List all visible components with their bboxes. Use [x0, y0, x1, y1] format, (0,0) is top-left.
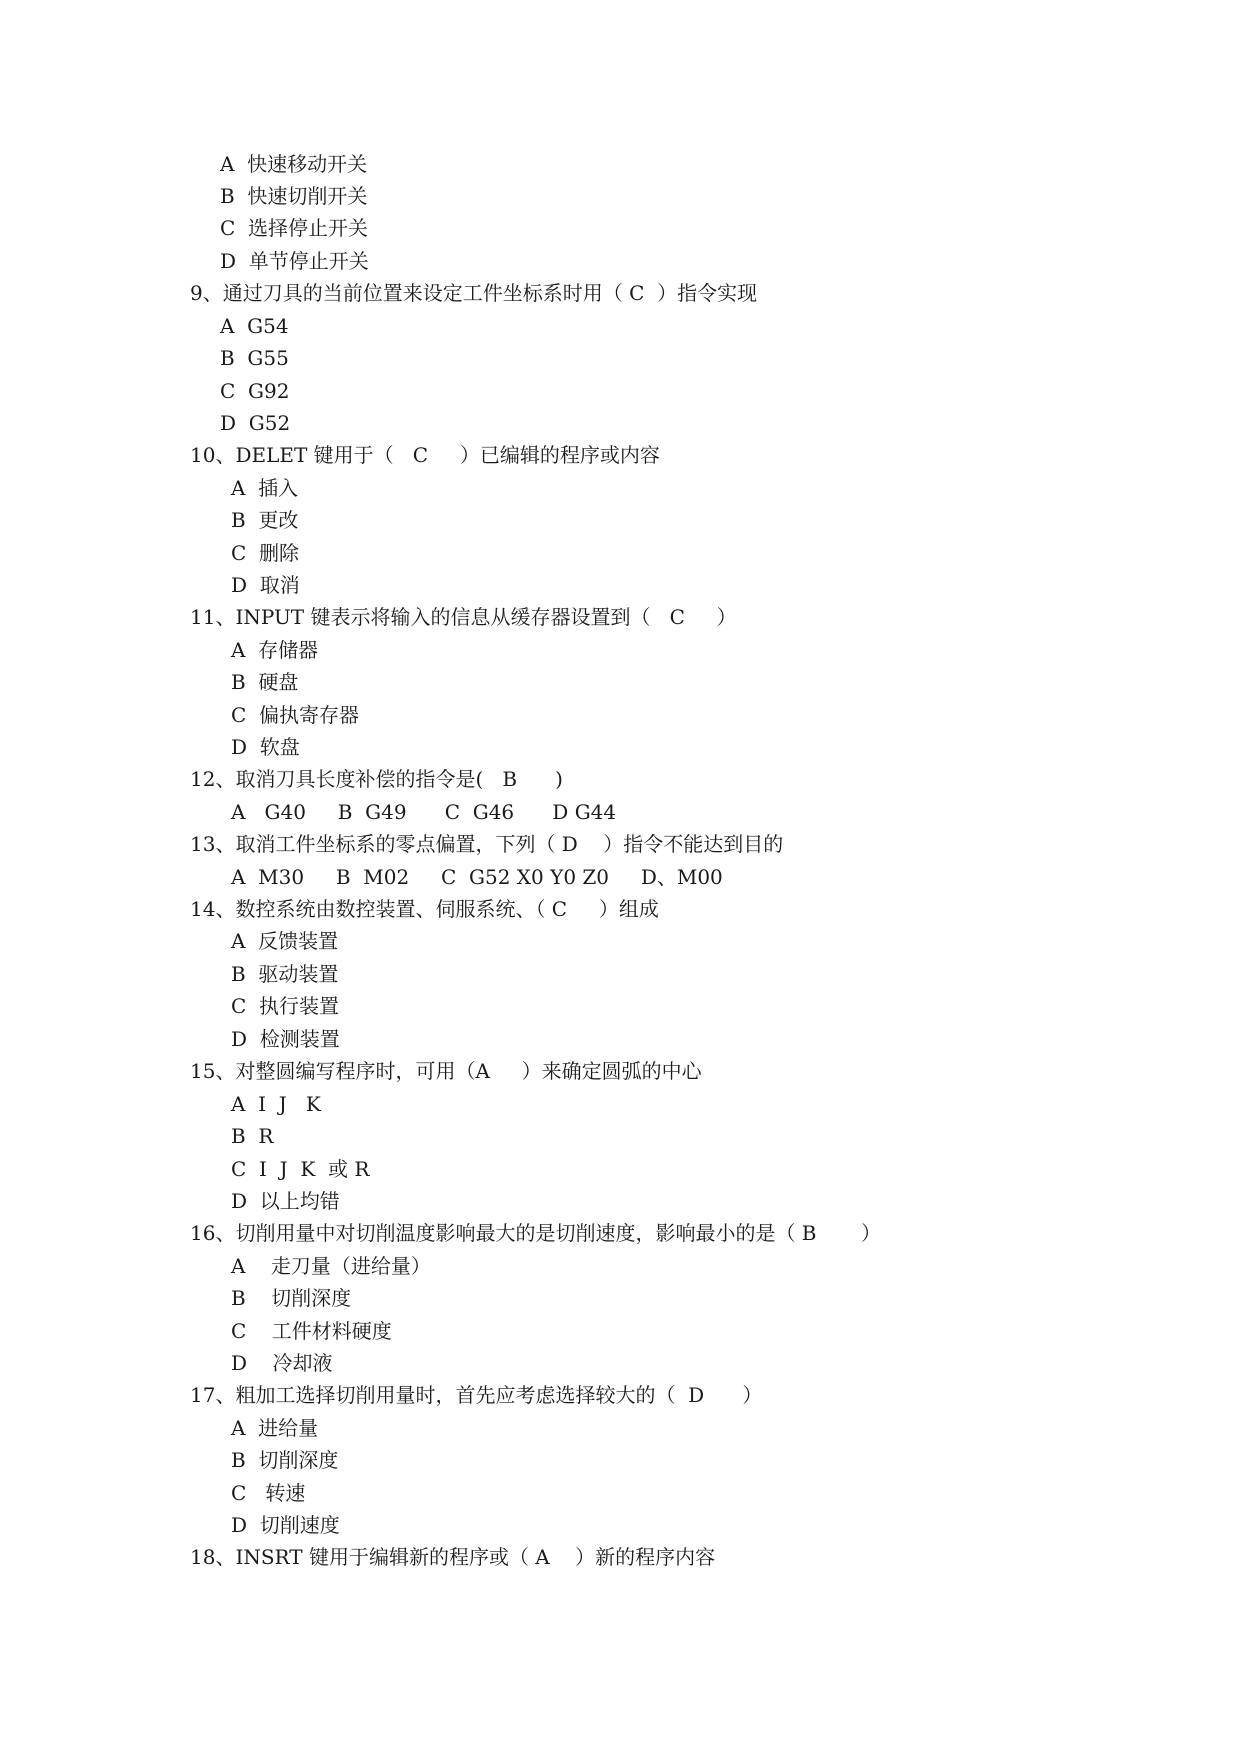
option-line: D 以上均错: [231, 1189, 340, 1213]
option-line: A I J K: [231, 1092, 321, 1116]
option-line: C G92: [220, 379, 290, 403]
question-line: 13、取消工件坐标系的零点偏置，下列（ D ）指令不能达到目的: [190, 832, 784, 856]
option-line: D 冷却液: [231, 1351, 333, 1375]
option-line: B G55: [220, 346, 289, 370]
option-line: A G54: [220, 314, 289, 338]
option-line: B R: [231, 1124, 274, 1148]
option-line: C I J K 或 R: [231, 1157, 370, 1181]
option-line: C 删除: [231, 541, 300, 565]
option-line: D G52: [220, 411, 291, 435]
question-line: 18、INSRT 键用于编辑新的程序或（ A ）新的程序内容: [190, 1545, 716, 1569]
option-line: C 偏执寄存器: [231, 703, 360, 727]
option-line: B 切削深度: [231, 1448, 339, 1472]
option-line: D 单节停止开关: [220, 249, 369, 273]
option-line: C 执行装置: [231, 994, 340, 1018]
question-line: 17、粗加工选择切削用量时，首先应考虑选择较大的（ D ）: [190, 1383, 763, 1407]
option-line: C 选择停止开关: [220, 216, 369, 240]
option-line: A 插入: [231, 476, 299, 500]
question-line: 14、数控系统由数控装置、伺服系统、（ C ）组成: [190, 897, 659, 921]
question-line: 15、对整圆编写程序时，可用（A ）来确定圆弧的中心: [190, 1059, 702, 1083]
option-line: A 存储器: [231, 638, 319, 662]
option-line: A 进给量: [231, 1416, 319, 1440]
option-line: C 转速: [231, 1481, 306, 1505]
option-line: D 切削速度: [231, 1513, 340, 1537]
option-line: D 软盘: [231, 735, 300, 759]
question-line: 10、DELET 键用于（ C ）已编辑的程序或内容: [190, 443, 660, 467]
option-line: C 工件材料硬度: [231, 1319, 392, 1343]
option-line: D 检测装置: [231, 1027, 340, 1051]
option-line: A M30 B M02 C G52 X0 Y0 Z0 D、M00: [231, 865, 723, 889]
question-line: 16、切削用量中对切削温度影响最大的是切削速度，影响最小的是（ B ）: [190, 1221, 882, 1245]
option-line: B 快速切削开关: [220, 184, 368, 208]
option-line: A G40 B G49 C G46 D G44: [231, 800, 617, 824]
question-line: 12、取消刀具长度补偿的指令是( B ): [190, 767, 563, 791]
option-line: B 驱动装置: [231, 962, 339, 986]
option-line: A 反馈装置: [231, 929, 339, 953]
option-line: B 更改: [231, 508, 299, 532]
option-line: B 硬盘: [231, 670, 299, 694]
question-line: 9、通过刀具的当前位置来设定工件坐标系时用（ C ）指令实现: [190, 281, 758, 305]
option-line: A 快速移动开关: [220, 152, 368, 176]
option-line: B 切削深度: [231, 1286, 352, 1310]
option-line: A 走刀量（进给量）: [231, 1254, 431, 1278]
question-line: 11、INPUT 键表示将输入的信息从缓存器设置到（ C ）: [190, 605, 737, 629]
option-line: D 取消: [231, 573, 300, 597]
